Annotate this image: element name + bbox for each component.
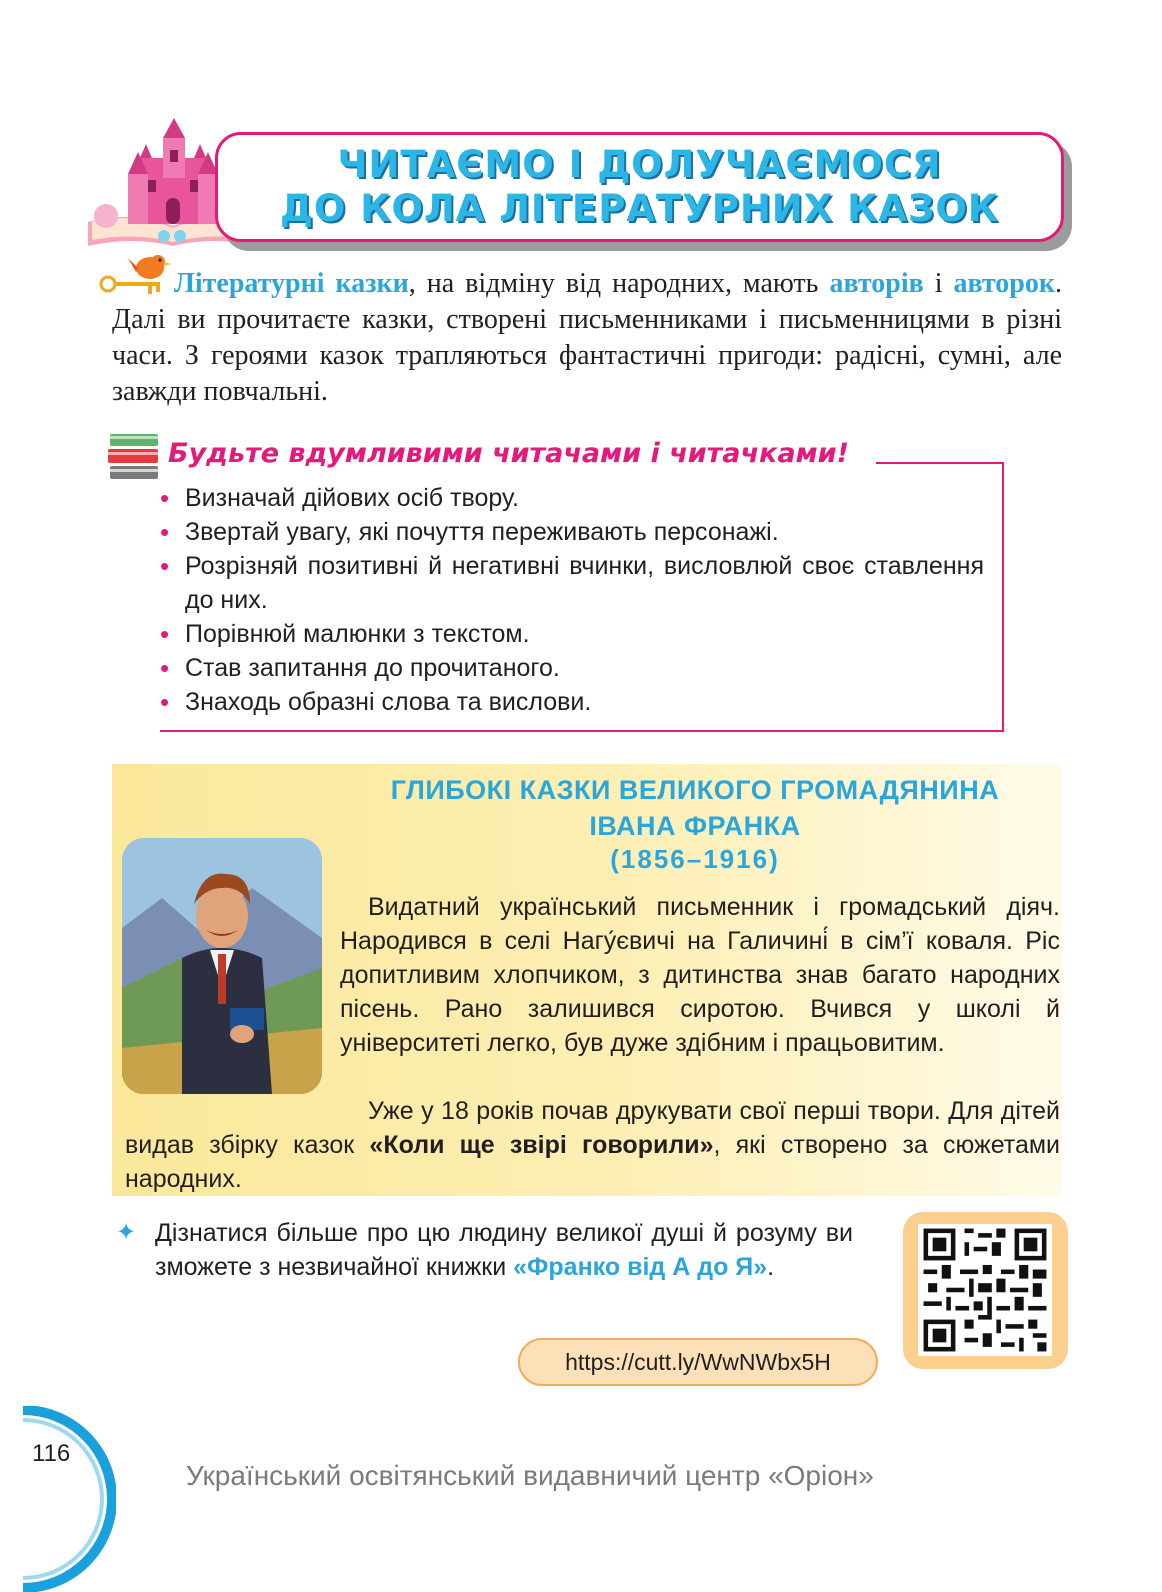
intro-text-2: і	[923, 268, 954, 299]
learn-more-text	[155, 1216, 853, 1284]
list-item: • Звертай увагу, які почуття переживають персонажі.	[158, 515, 984, 549]
franko-years: (1856–1916)	[610, 844, 780, 874]
bio2-text-end: , які створено за сюжетами народних.	[125, 1131, 1060, 1193]
learn-more-end: .	[767, 1253, 775, 1281]
list-item: • Знаходь образні слова та вислови.	[158, 685, 984, 719]
term-authors: авторів	[829, 268, 924, 299]
term-literary-tales: Літературні казки	[174, 268, 409, 299]
intro-text-1: , на відміну від народних, мають	[408, 268, 830, 299]
page-number: 116	[32, 1440, 71, 1467]
tips-list	[158, 481, 984, 719]
franko-bio-paragraph-1: Видатний український письменник і громадський діяч. Народився в селі Нагу́євичі на Галичині́ в сім’ї коваля. Ріс допитливим хлопчиком, з дитинства знав багато народних пісень. Рано залишився сиротою. Вчився у школі й університеті легко, був дуже здібним і працьовитим.	[340, 893, 1060, 1057]
page-number-arc	[0, 1406, 116, 1592]
tips-title: Будьте вдумливими читачами і читачками!	[168, 438, 849, 469]
book-title-franko-a-z: «Франко від А до Я»	[513, 1253, 768, 1281]
chapter-title-box	[215, 132, 1064, 242]
franko-section-title	[330, 772, 1060, 844]
publisher-footer: Український освітянський видавничий центр «Оріон»	[186, 1460, 874, 1491]
chapter-title	[218, 143, 1061, 231]
intro-text-3: . Далі ви прочитаєте казки, створені письменниками і письменницями в різні часи. З героями казок трапляються фантастичні пригоди: радісні, сумні, але завжди повчальні.	[112, 268, 1062, 407]
list-item: • Порівнюй малюнки з текстом.	[158, 617, 984, 651]
franko-title-line2: ІВАНА ФРАНКА	[589, 811, 801, 841]
list-item: • Розрізняй позитивні й негативні вчинки, висловлюй своє ставлення до них.	[158, 549, 984, 617]
list-item: • Визначай дійових осіб твору.	[158, 481, 984, 515]
intro-paragraph	[112, 266, 1062, 410]
list-item: • Став запитання до прочитаного.	[158, 651, 984, 685]
bio2-text-start: Уже у 18 років почав друкувати свої перші твори. Для дітей видав збірку казок	[125, 1097, 1060, 1159]
books-icon	[108, 432, 160, 482]
learn-more-body: Дізнатися більше про цю людину великої душі й розуму ви зможете з незвичайної книжки	[155, 1219, 853, 1281]
franko-portrait	[122, 838, 322, 1094]
franko-bio-paragraph-2	[125, 1094, 1060, 1196]
qr-code[interactable]	[918, 1224, 1052, 1356]
chapter-title-line2: ДО КОЛА ЛІТЕРАТУРНИХ КАЗОК	[279, 187, 1000, 230]
term-authoresses: авторок	[953, 268, 1055, 299]
chapter-title-line1: ЧИТАЄМО І ДОЛУЧАЄМОСЯ	[337, 143, 942, 186]
book-title-animals: «Коли ще звірі говорили»	[369, 1131, 714, 1159]
franko-title-line1: ГЛИБОКІ КАЗКИ ВЕЛИКОГО ГРОМАДЯНИНА	[390, 775, 1000, 805]
tips-frame-top-line	[876, 462, 1004, 464]
sparkle-icon: ✦	[116, 1219, 137, 1246]
book-link-pill[interactable]: https://cutt.ly/WwNWbx5H	[518, 1338, 878, 1386]
